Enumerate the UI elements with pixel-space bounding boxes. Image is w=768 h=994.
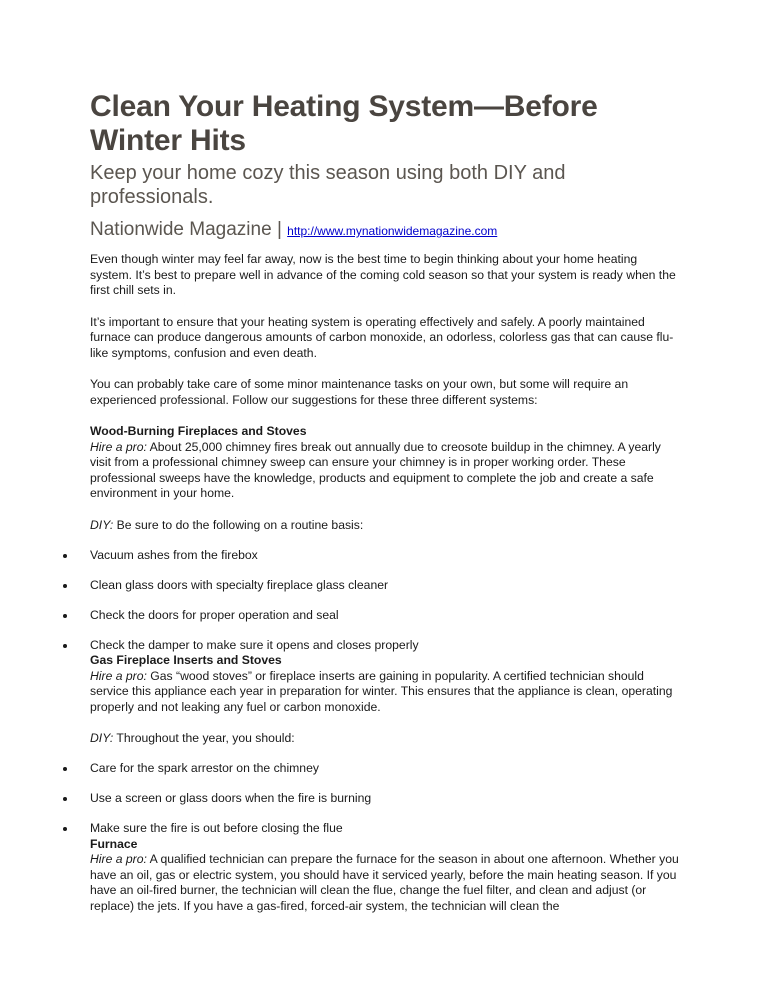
article-title: Clean Your Heating System—Before Winter Hits <box>90 90 598 157</box>
gas-pro-text: Gas “wood stoves” or fireplace inserts are gaining in popularity. A certified technician should service this appliance each year in preparation for winter. This ensures that the appliance is clean, operating properly and not leaking any fuel or carbon monoxide. <box>90 668 673 714</box>
article-subtitle: Keep your home cozy this season using both DIY and professionals. <box>90 162 566 208</box>
intro-paragraph-2: It’s important to ensure that your heating system is operating effectively and safely. A poorly maintained furnace can produce dangerous amounts of carbon monoxide, an odorless, colorless gas that can cause flu-like symptoms, confusion and even death. <box>90 314 674 360</box>
furnace-pro-paragraph <box>90 852 680 914</box>
bullet-icon <box>63 827 67 831</box>
gas-pro-label: Hire a pro: <box>90 668 147 683</box>
bullet-icon <box>63 797 67 801</box>
bullet-icon <box>63 614 67 618</box>
bullet-icon <box>63 644 67 648</box>
bullet-icon <box>63 767 67 771</box>
list-item: Vacuum ashes from the firebox <box>90 548 680 564</box>
document-page <box>90 90 680 914</box>
bullet-icon <box>63 584 67 588</box>
gas-diy-label: DIY: <box>90 731 114 745</box>
gas-diy-text: Throughout the year, you should: <box>113 731 295 745</box>
wood-heading: Wood-Burning Fireplaces and Stoves <box>90 424 307 438</box>
furnace-pro-text: A qualified technician can prepare the furnace for the season in about one afternoon. Whether you have an oil, gas or electric system, you should have it serviced yearly, before the main heating season. If you have an oil-fired burner, the technician will clean the flue, change the fuel filter, and clean and adjust (or replace) the jets. If you have a gas-fired, forced-air system, the technician will clean the <box>90 852 679 913</box>
gas-diy-paragraph <box>90 731 680 747</box>
list-item: Make sure the fire is out before closing the flue Furnace Hire a pro: A qualified technician can prepare the furnace for the season in about one afternoon. Whether you have an oil, gas or electric system, you should have it serviced yearly, before the main heating season. If you have an oil-fired burner, the technician will clean the flue, change the fuel filter, and clean and adjust (or replace) the jets. If you have a gas-fired, forced-air system, the technician will clean the <box>90 821 680 914</box>
byline <box>90 218 680 243</box>
wood-bullet-list <box>90 548 680 716</box>
intro-paragraph-1: Even though winter may feel far away, now is the best time to begin thinking about your home heating system. It’s best to prepare well in advance of the coming cold season so that your system is ready when the first chill sets in. <box>90 252 676 297</box>
furnace-pro-label: Hire a pro: <box>90 852 147 866</box>
list-item: Care for the spark arrestor on the chimney <box>90 761 680 777</box>
furnace-heading: Furnace <box>90 836 138 851</box>
wood-pro-label: Hire a pro: <box>90 439 147 454</box>
wood-pro-paragraph <box>90 440 680 502</box>
list-item: Check the doors for proper operation and seal <box>90 608 680 624</box>
wood-section <box>90 424 680 502</box>
list-item: Clean glass doors with specialty fireplace glass cleaner <box>90 578 680 594</box>
byline-source: Nationwide Magazine | <box>90 219 288 240</box>
wood-pro-text: About 25,000 chimney fires break out annually due to creosote buildup in the chimney. A yearly visit from a professional chimney sweep can ensure your chimney is in proper working order. These professional sweeps have the knowledge, products and equipment to complete the job and create a safe environment in your home. <box>90 439 661 500</box>
magazine-link[interactable]: http://www.mynationwidemagazine.com <box>287 224 498 238</box>
wood-diy-text: Be sure to do the following on a routine basis: <box>113 517 364 532</box>
intro-paragraph-3: You can probably take care of some minor maintenance tasks on your own, but some will require an experienced professional. Follow our suggestions for these three different systems: <box>90 377 629 407</box>
wood-diy-label: DIY: <box>90 517 114 532</box>
list-item: Check the damper to make sure it opens and closes properly Gas Fireplace Inserts and Stoves Hire a pro: Gas “wood stoves” or fireplace inserts are gaining in popularity. A certified technician should service this appliance each year in preparation for winter. This ensures that the appliance is clean, operating properly and not leaking any fuel or carbon monoxide. <box>90 638 680 716</box>
list-item: Use a screen or glass doors when the fire is burning <box>90 791 680 807</box>
wood-diy-paragraph <box>90 518 680 534</box>
gas-heading: Gas Fireplace Inserts and Stoves <box>90 653 282 667</box>
bullet-icon <box>63 554 67 558</box>
gas-bullet-list <box>90 761 680 914</box>
gas-pro-paragraph <box>90 669 680 716</box>
